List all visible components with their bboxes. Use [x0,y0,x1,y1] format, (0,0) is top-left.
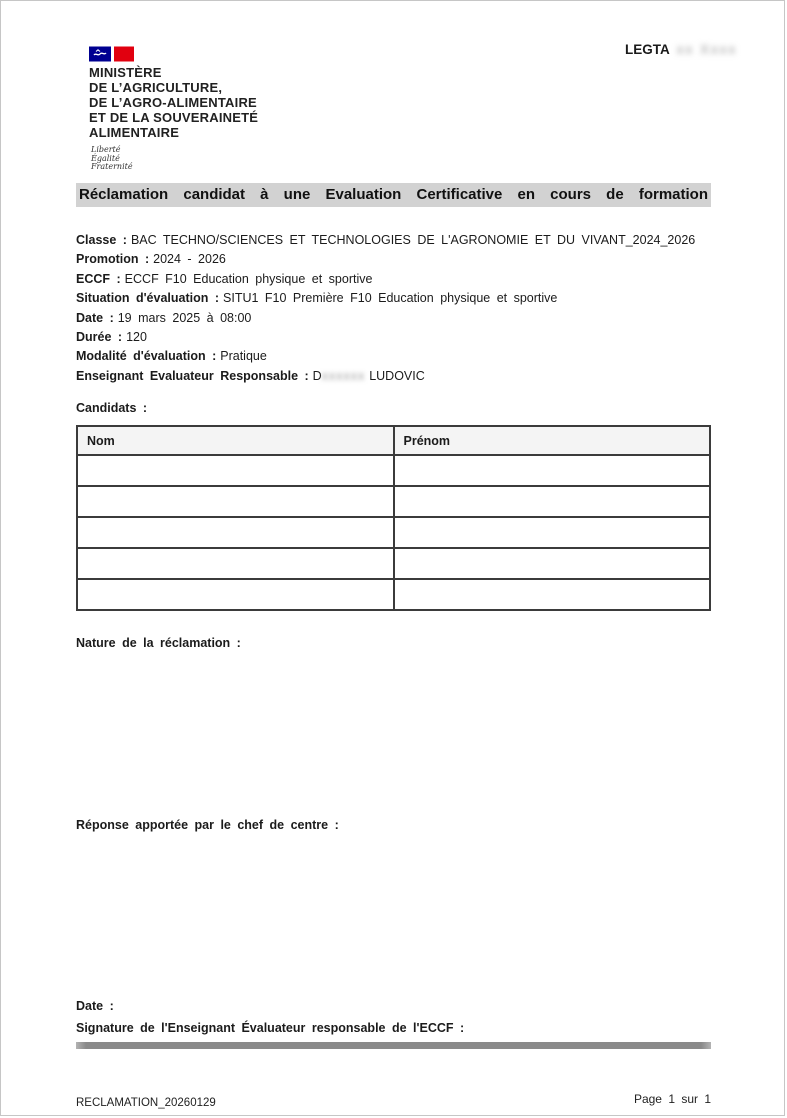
field-value: 120 [126,330,147,345]
table-cell-prenom [394,579,711,610]
field-label: Classe : [76,233,127,247]
field-label: Date : [76,310,114,325]
redacted-institution-text: xx Xxxx [676,42,738,57]
motto-line: Égalité [91,153,120,163]
column-header-prenom: Prénom [394,426,711,455]
reponse-chef-centre-label: Réponse apportée par le chef de centre : [76,818,339,832]
field-label: Durée : [76,330,123,345]
date-label: Date : [76,999,114,1013]
ministry-name-line: ALIMENTAIRE [89,125,180,140]
field-label: Enseignant Evaluateur Responsable : [76,368,309,383]
field-label: ECCF : [76,271,121,286]
ministry-motto [91,146,258,172]
candidates-table [76,425,711,611]
table-row [77,486,710,517]
signature-bar [76,1042,711,1049]
table-cell-nom [77,517,394,548]
french-flag-icon [89,46,135,62]
table-row [77,455,710,486]
field-value-prefix: D [312,368,322,383]
field-modalite-evaluation [76,347,736,366]
table-cell-nom [77,455,394,486]
field-classe [76,231,736,250]
ministry-logo [89,46,258,172]
field-value: ECCF F10 Education physique et sportive [124,271,373,286]
table-cell-prenom [394,455,711,486]
field-label: Situation d'évaluation : [76,291,220,306]
document-title: Réclamation candidat à une Evaluation Certificative en cours de formation [76,183,711,207]
table-row [77,579,710,610]
motto-line: Fraternité [91,162,133,171]
institution-code: LEGTA [625,42,670,57]
table-row [77,517,710,548]
table-cell-nom [77,548,394,579]
table-row [77,548,710,579]
table-cell-prenom [394,548,711,579]
field-label: Modalité d'évaluation : [76,349,217,364]
field-situation-evaluation [76,289,736,308]
document-reference: RECLAMATION_20260129 [76,1097,216,1109]
signature-label: Signature de l'Enseignant Évaluateur responsable de l'ECCF : [76,1021,465,1035]
field-value: 2024 - 2026 [153,252,226,267]
motto-line: Liberté [91,145,121,154]
candidates-label: Candidats : [76,401,148,415]
ministry-name-line: MINISTÈRE [89,65,162,80]
table-header-row [77,426,710,455]
field-date [76,309,736,328]
ministry-name-line: ET DE LA SOUVERAINETÉ [89,110,259,125]
field-promotion [76,250,736,269]
field-value: SITU1 F10 Première F10 Education physique et sportive [223,291,558,306]
table-cell-nom [77,579,394,610]
field-value: BAC TECHNO/SCIENCES ET TECHNOLOGIES DE L'AGRONOMIE ET DU VIVANT_2024_2026 [130,233,696,247]
field-value-suffix: LUDOVIC [369,368,425,383]
field-eccf [76,270,736,289]
field-label: Promotion : [76,252,150,267]
table-cell-prenom [394,486,711,517]
ministry-name-line: DE L’AGRO-ALIMENTAIRE [89,95,257,110]
field-value: 19 mars 2025 à 08:00 [117,310,252,325]
field-duree [76,328,736,347]
column-header-nom: Nom [77,426,394,455]
page-indicator: Page 1 sur 1 [633,1092,711,1106]
ministry-name-line: DE L’AGRICULTURE, [89,80,223,95]
table-cell-nom [77,486,394,517]
field-value: Pratique [220,349,267,364]
field-enseignant-evaluateur [76,367,736,386]
nature-reclamation-label: Nature de la réclamation : [76,636,241,650]
redacted-name-text: xxxxxx [321,368,366,383]
institution-name [625,42,737,57]
fields-block [76,231,736,386]
ministry-name [89,65,258,140]
table-cell-prenom [394,517,711,548]
